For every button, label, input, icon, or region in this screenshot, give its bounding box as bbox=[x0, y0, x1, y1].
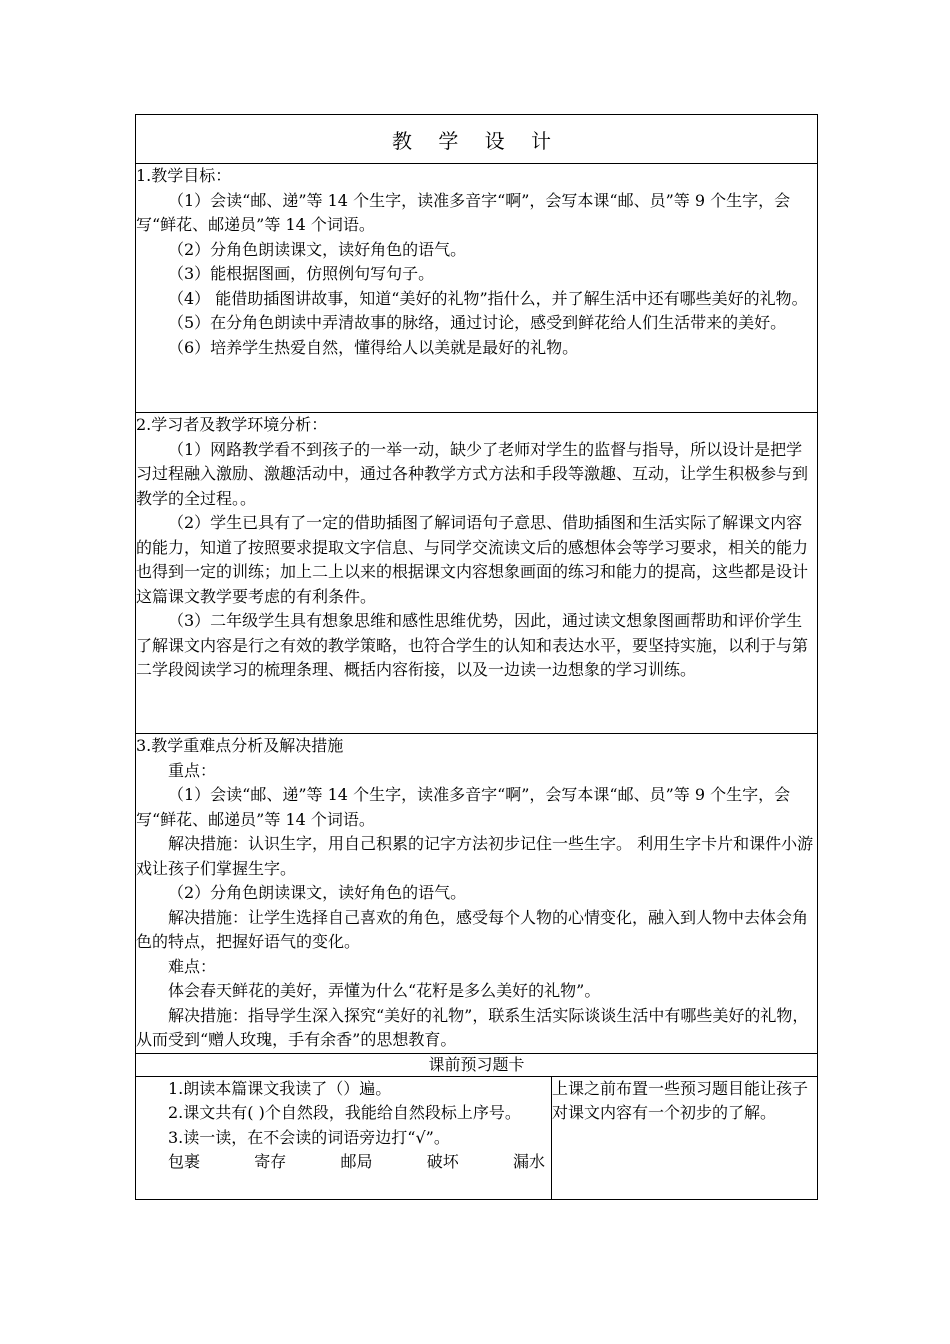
section-heading: 3.教学重难点分析及解决措施 bbox=[136, 736, 344, 755]
paragraph: （6）培养学生热爱自然，懂得给人以美就是最好的礼物。 bbox=[168, 337, 579, 357]
preview-item: 3.读一读，在不会读的词语旁边打“√”。 bbox=[168, 1127, 450, 1147]
preview-questions bbox=[136, 1076, 552, 1199]
preview-item: 2.课文共有( )个自然段，我能给自然段标上序号。 bbox=[168, 1103, 521, 1122]
paragraph: （2）学生已具有了一定的借助插图了解词语句子意思、借助插图和生活实际了解课文内容的能力，知道了按照要求提取文字信息、与同学交流读文后的感想体会等学习要求，相关的能力也得到一定的训练；加上二上以来的根据课文内容想象画面的练习和能力的提高，这些都是设计这篇课文教学要考虑的有利条件。 bbox=[136, 513, 809, 606]
paragraph: 重点： bbox=[168, 760, 217, 780]
word-item: 破坏 bbox=[426, 1152, 459, 1171]
section-learner-analysis bbox=[136, 413, 818, 734]
section-key-points bbox=[136, 734, 818, 1054]
word-item: 漏水 bbox=[512, 1152, 545, 1171]
paragraph: 解决措施：指导学生深入探究“美好的礼物”，联系生活实际谈谈生活中有哪些美好的礼物，从而受到“赠人玫瑰，手有余香”的思想教育。 bbox=[136, 1005, 809, 1049]
paragraph: 解决措施：让学生选择自己喜欢的角色，感受每个人物的心情变化，融入到人物中去体会角色的特点，把握好语气的变化。 bbox=[136, 907, 809, 951]
paragraph: （5）在分角色朗读中弄清故事的脉络，通过讨论，感受到鲜花给人们生活带来的美好。 bbox=[168, 313, 787, 332]
word-item: 包裹 bbox=[168, 1152, 201, 1171]
preview-item: 1.朗读本篇课文我读了（）遍。 bbox=[168, 1078, 392, 1098]
word-item: 邮局 bbox=[340, 1152, 373, 1171]
paragraph: （3）能根据图画，仿照例句写句子。 bbox=[168, 264, 435, 283]
paragraph: 体会春天鲜花的美好，弄懂为什么“花籽是多么美好的礼物”。 bbox=[168, 981, 601, 1000]
lesson-plan-table bbox=[135, 114, 818, 1200]
preview-note: 上课之前布置一些预习题目能让孩子对课文内容有一个初步的了解。 bbox=[552, 1076, 818, 1199]
section-heading: 2.学习者及教学环境分析： bbox=[136, 415, 328, 434]
paragraph: （2）分角色朗读课文，读好角色的语气。 bbox=[168, 883, 467, 902]
paragraph: 解决措施：认识生字，用自己积累的记字方法初步记住一些生字。 利用生字卡片和课件小游戏让孩子们掌握生字。 bbox=[136, 834, 814, 878]
preview-card-title: 课前预习题卡 bbox=[136, 1053, 818, 1076]
paragraph: （2）分角色朗读课文，读好角色的语气。 bbox=[168, 239, 467, 259]
word-item: 寄存 bbox=[254, 1152, 287, 1171]
document-title: 教 学 设 计 bbox=[136, 115, 818, 164]
lesson-plan-page bbox=[135, 114, 817, 1200]
section-heading: 1.教学目标： bbox=[136, 166, 232, 185]
paragraph: （4） 能借助插图讲故事，知道“美好的礼物”指什么，并了解生活中还有哪些美好的礼物。 bbox=[168, 288, 808, 308]
word-list bbox=[136, 1150, 551, 1175]
paragraph: （1）会读“邮、递”等 14 个生字，读准多音字“啊”，会写本课“邮、员”等 9 个生字，会写“鲜花、邮递员”等 14 个词语。 bbox=[136, 785, 791, 829]
paragraph: 难点： bbox=[168, 956, 217, 976]
paragraph: （1）网路教学看不到孩子的一举一动，缺少了老师对学生的监督与指导，所以设计是把学习过程融入激励、激趣活动中，通过各种教学方式方法和手段等激趣、互动，让学生积极参与到教学的全过程。。 bbox=[136, 439, 809, 508]
paragraph: （1）会读“邮、递”等 14 个生字，读准多音字“啊”，会写本课“邮、员”等 9 个生字，会写“鲜花、邮递员”等 14 个词语。 bbox=[136, 190, 791, 234]
section-teaching-goals bbox=[136, 164, 818, 413]
paragraph: （3）二年级学生具有想象思维和感性思维优势，因此，通过读文想象图画帮助和评价学生了解课文内容是行之有效的教学策略，也符合学生的认知和表达水平，要坚持实施，以利于与第二学段阅读学习的梳理条理、概括内容衔接，以及一边读一边想象的学习训练。 bbox=[136, 611, 809, 679]
